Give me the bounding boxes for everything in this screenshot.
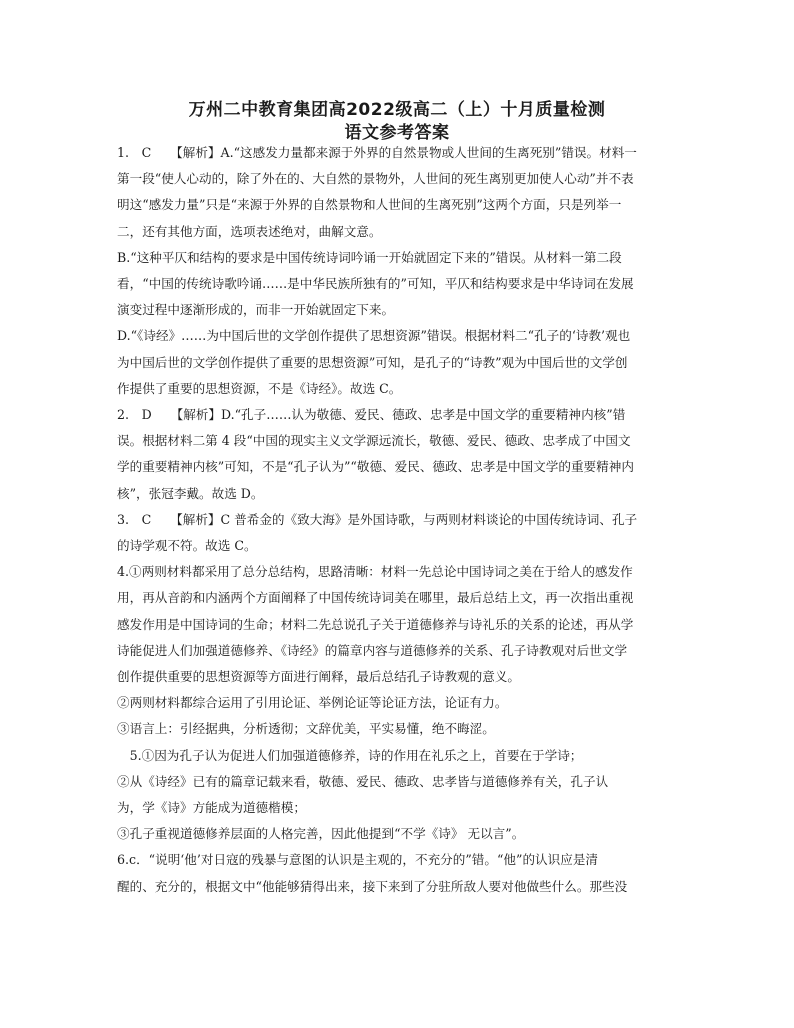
answer-body [117, 140, 679, 900]
text-line: 为中国后世的文学创作提供了重要的思想资源”可知，是孔子的“诗教”观为中国后世的文学创 [117, 354, 628, 370]
text-line: 创作提供重要的思想资源等方面进行阐释，最后总结孔子诗教观的意义。 [117, 669, 520, 685]
text-line: 作提供了重要的思想资源，不是《诗经》。故选 C。 [117, 380, 402, 396]
text-line: ②从《诗经》已有的篇章记载来看，敬德、爱民、德政、忠孝皆与道德修养有关，孔子认 [117, 773, 609, 789]
text-line: ③孔子重视道德修养层面的人格完善，因此他提到“不学《诗》 无以言”。 [117, 826, 525, 842]
text-line: 二，还有其他方面，选项表述绝对，曲解文意。 [117, 223, 382, 239]
text-line: 用，再从音韵和内涵两个方面阐释了中国传统诗词美在哪里，最后总结上文，再一次指出重视 [117, 590, 634, 606]
document-title: 万州二中教育集团高2022级高二（上）十月质量检测 [188, 100, 606, 120]
text-line: 明这“感发力量”只是“来源于外界的自然景物和人世间的生离死别”这两个方面，只是列举一 [117, 197, 622, 213]
text-line: 演变过程中逐渐形成的，而非一开始就固定下来。 [117, 302, 395, 318]
text-line: 2. D 【解析】D.“孔子……认为敬德、爱民、德政、忠孝是中国文学的重要精神内核”错 [117, 407, 626, 423]
text-line: 5.①因为孔子认为促进人们加强道德修养，诗的作用在礼乐之上，首要在于学诗； [117, 747, 583, 763]
text-line: ③语言上：引经据典，分析透彻；文辞优美，平实易懂，绝不晦涩。 [117, 721, 495, 737]
text-line: 1. C 【解析】A.“这感发力量都来源于外界的自然景物或人世间的生离死别”错误。材料一 [117, 145, 637, 160]
text-line: 感发作用是中国诗词的生命；材料二先总说孔子关于道德修养与诗礼乐的关系的论述，再从学 [117, 616, 634, 632]
text-line: ②两则材料都综合运用了引用论证、举例论证等论证方法，论证有力。 [117, 695, 508, 711]
text-line: 4.①两则材料都采用了总分总结构，思路清晰：材料一先总论中国诗词之美在于给人的感发作 [117, 564, 633, 580]
text-line: 诗能促进人们加强道德修养、《诗经》的篇章内容与道德修养的关系、孔子诗教观对后世文学 [117, 642, 628, 658]
text-line: 第一段“使人心动的，除了外在的、大自然的景物外，人世间的死生离别更加使人心动”并不表 [117, 171, 634, 187]
text-line: D.“《诗经》……为中国后世的文学创作提供了思想资源”错误。根据材料二“孔子的‘诗教’观也 [117, 328, 631, 344]
text-line: 3. C 【解析】C 普希金的《致大海》是外国诗歌，与两则材料谈论的中国传统诗词、孔子 [117, 511, 638, 527]
text-line: 核”，张冠李戴。故选 D。 [117, 485, 264, 501]
text-line: 醒的、充分的，根据文中“他能够猜得出来，接下来到了分驻所敌人要对他做些什么。那些没 [117, 878, 628, 894]
document-subtitle: 语文参考答案 [344, 123, 450, 143]
text-line: 6.c．“说明‘他’对日寇的残暴与意图的认识是主观的，不充分的”错。“他”的认识应是清 [117, 852, 599, 868]
text-line: 学的重要精神内核”可知，不是“孔子认为”“敬德、爱民、德政、忠孝是中国文学的重要精神内 [117, 459, 634, 475]
text-line: 看，“中国的传统诗歌吟诵……是中华民族所独有的”可知，平仄和结构要求是中华诗词在发展 [117, 276, 634, 292]
text-line: 的诗学观不符。故选 C。 [117, 538, 257, 554]
text-line: B.“这种平仄和结构的要求是中国传统诗词吟诵一开始就固定下来的”错误。从材料一第二段 [117, 249, 622, 265]
text-line: 误。根据材料二第 4 段“中国的现实主义文学源远流长，敬德、爱民、德政、忠孝成了中国文 [117, 433, 631, 449]
text-line: 为，学《诗》方能成为道德楷模； [117, 800, 306, 816]
